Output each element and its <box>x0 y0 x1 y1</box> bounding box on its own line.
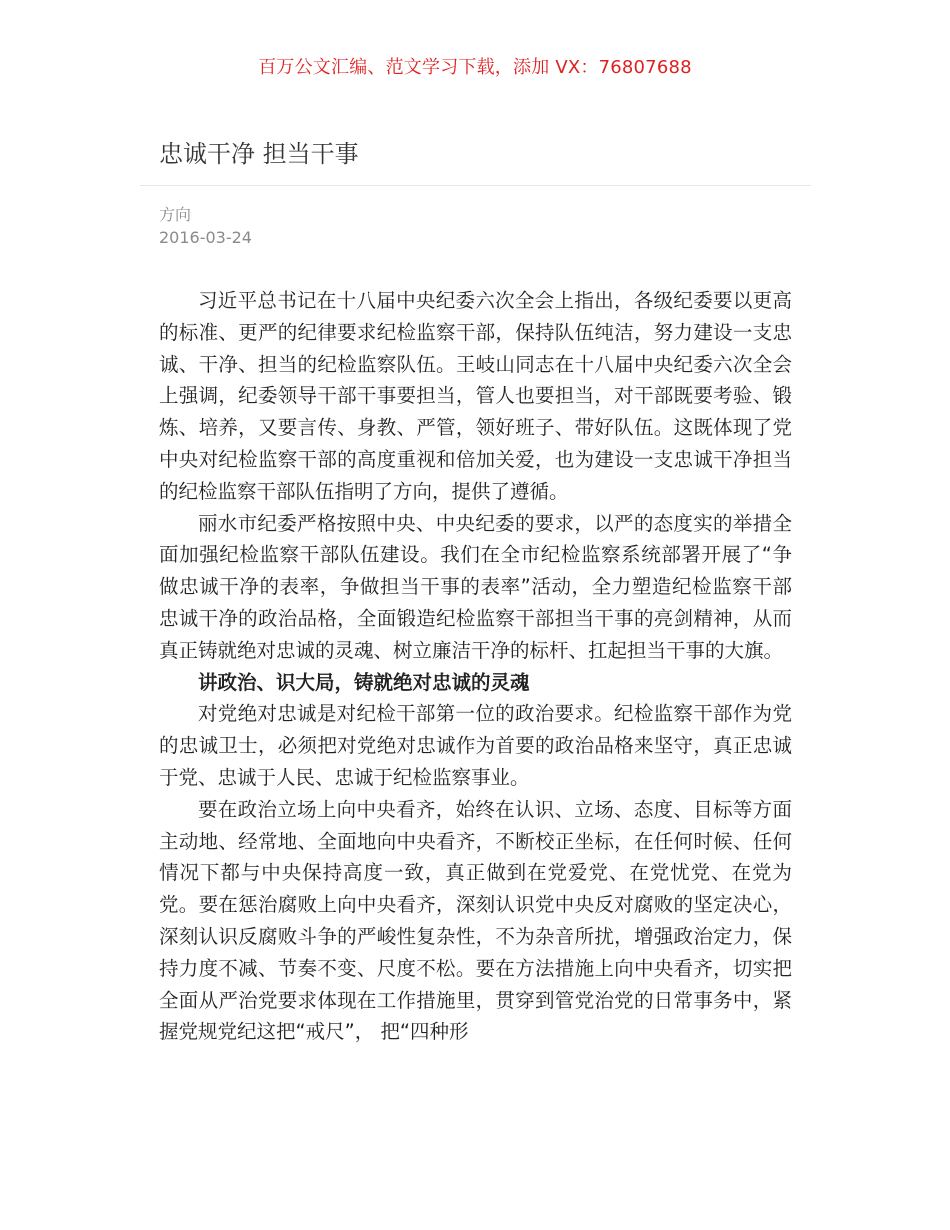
paragraph: 丽水市纪委严格按照中央、中央纪委的要求，以严的态度实的举措全面加强纪检监察干部队伍建设。我们在全市纪检监察系统部署开展了“争做忠诚干净的表率，争做担当干事的表率”活动，全力塑造纪检监察干部忠诚干净的政治品格，全面锻造纪检监察干部担当干事的亮剑精神，从而真正铸就绝对忠诚的灵魂、树立廉洁干净的标杆、扛起担当干事的大旗。 <box>159 511 792 662</box>
paragraph: 对党绝对忠诚是对纪检干部第一位的政治要求。纪检监察干部作为党的忠诚卫士，必须把对党绝对忠诚作为首要的政治品格来坚守，真正忠诚于党、忠诚于人民、忠诚于纪检监察事业。 <box>159 702 792 789</box>
article-date: 2016-03-24 <box>159 228 252 247</box>
title-divider <box>140 185 811 186</box>
download-banner: 百万公文汇编、范文学习下载，添加 VX：76807688 <box>258 57 692 78</box>
paragraph: 习近平总书记在十八届中央纪委六次全会上指出，各级纪委要以更高的标准、更严的纪律要求纪检监察干部，保持队伍纯洁，努力建设一支忠诚、干净、担当的纪检监察队伍。王岐山同志在十八届中央纪委六次全会上强调，纪委领导干部干事要担当，管人也要担当，对干部既要考验、锻炼、培养，又要言传、身教、严管，领好班子、带好队伍。这既体现了党中央对纪检监察干部的高度重视和倍加关爱，也为建设一支忠诚干净担当的纪检监察干部队伍指明了方向，提供了遵循。 <box>159 289 792 503</box>
paragraph: 要在政治立场上向中央看齐，始终在认识、立场、态度、目标等方面主动地、经常地、全面地向中央看齐，不断校正坐标，在任何时候、任何情况下都与中央保持高度一致，真正做到在党爱党、在党忧党、在党为党。要在惩治腐败上向中央看齐，深刻认识党中央反对腐败的坚定决心，深刻认识反腐败斗争的严峻性复杂性，不为杂音所扰，增强政治定力，保持力度不减、节奏不变、尺度不松。要在方法措施上向中央看齐，切实把全面从严治党要求体现在工作措施里，贯穿到管党治党的日常事务中，紧握党规党纪这把“戒尺”， 把“四种形 <box>159 797 792 1044</box>
article-body <box>159 285 792 1048</box>
article-author: 方向 <box>159 205 192 224</box>
article-meta <box>159 203 252 249</box>
article-title: 忠诚干净 担当干事 <box>159 140 359 168</box>
section-heading: 讲政治、识大局，铸就绝对忠诚的灵魂 <box>198 670 530 694</box>
